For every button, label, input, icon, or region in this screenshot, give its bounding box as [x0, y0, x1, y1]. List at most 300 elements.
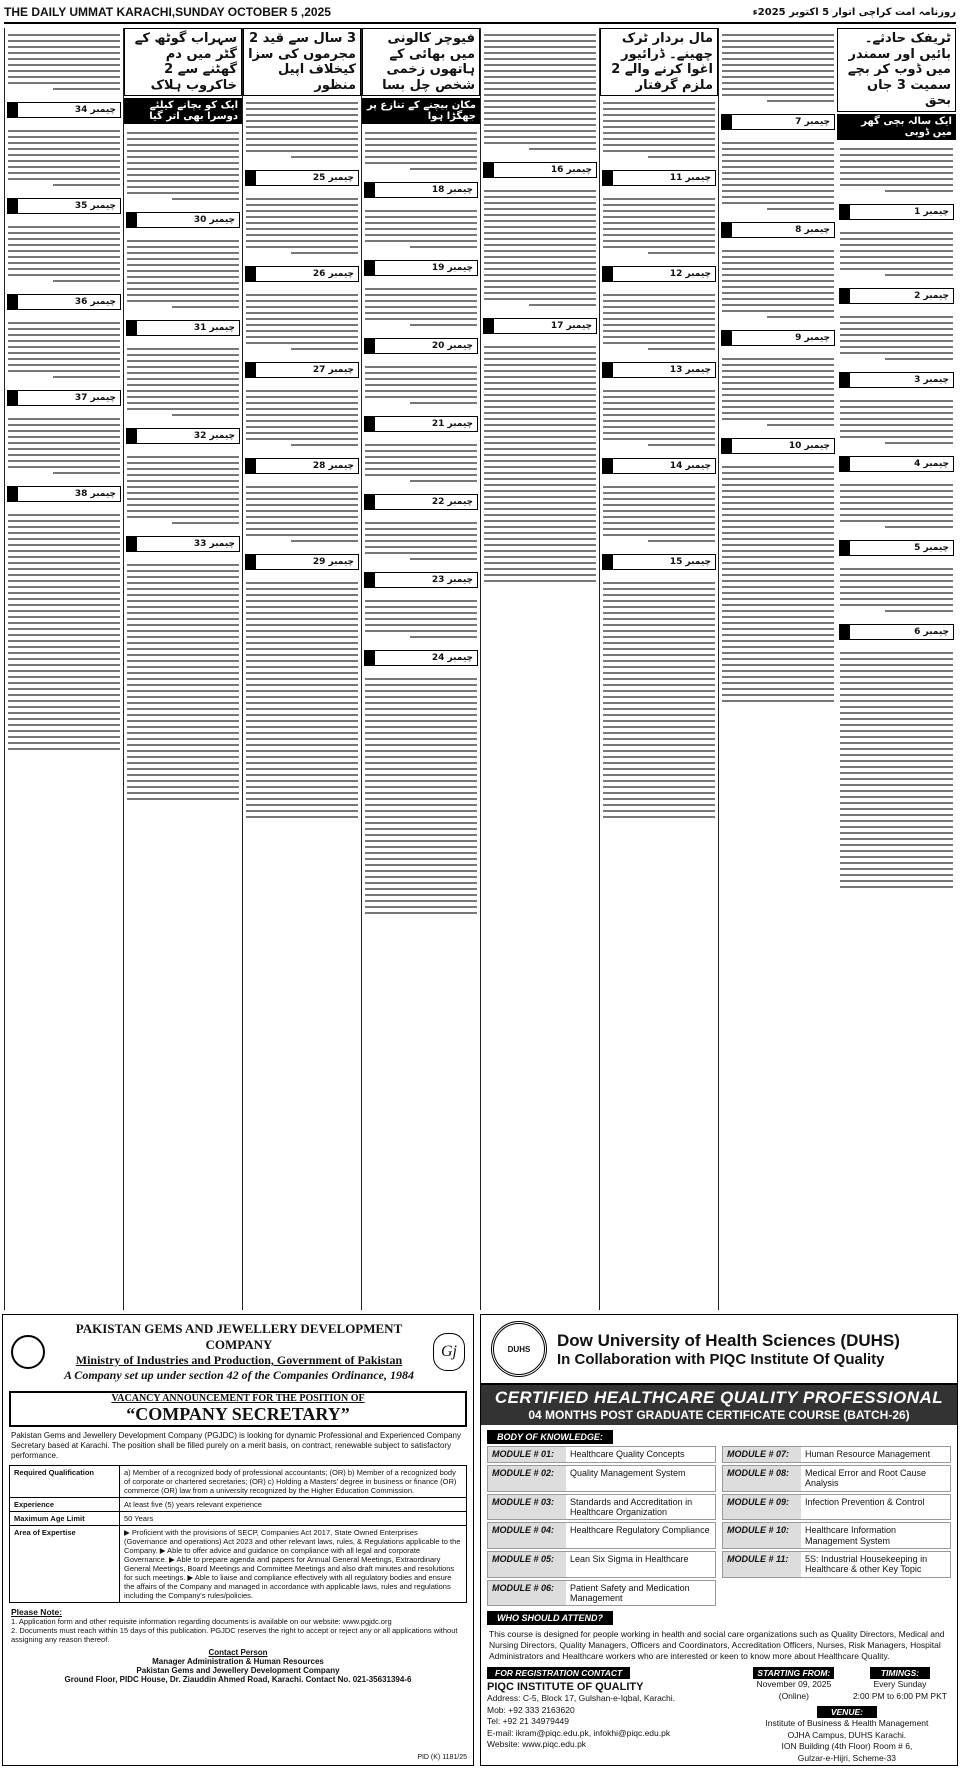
text-line: [603, 222, 715, 224]
text-line: [8, 238, 120, 240]
text-line: [246, 798, 358, 800]
text-line: [603, 534, 715, 536]
text-line: [8, 700, 120, 702]
requirement-row: [10, 1512, 467, 1526]
text-line: [840, 148, 953, 150]
text-line: [648, 348, 715, 350]
text-line: [410, 636, 477, 638]
chamber-tag-icon: [603, 363, 613, 377]
text-line: [722, 412, 834, 414]
chamber-tag-icon: [127, 321, 137, 335]
text-line: [127, 390, 239, 392]
text-line: [365, 528, 477, 530]
chamber-tag-icon: [722, 439, 732, 453]
text-line: [8, 736, 120, 738]
text-line: [365, 840, 477, 842]
timing-hours: 2:00 PM to 6:00 PM PKT: [852, 1690, 947, 1701]
text-line: [8, 334, 120, 336]
news-column: [4, 28, 123, 1310]
text-line: [8, 142, 120, 144]
text-line: [648, 540, 715, 542]
venue-line: ION Building (4th Floor) Room # 6,: [781, 1741, 913, 1752]
text-line: [246, 144, 358, 146]
chamber-number: چیمبر 13: [666, 365, 715, 375]
text-line: [885, 358, 953, 360]
text-line: [722, 478, 834, 480]
text-line: [127, 672, 239, 674]
text-line: [840, 316, 953, 318]
article-text: [124, 126, 242, 206]
chamber-heading: [364, 572, 478, 588]
text-line: [246, 816, 358, 818]
text-line: [603, 426, 715, 428]
text-line: [484, 118, 596, 120]
chamber-number: چیمبر 6: [910, 627, 953, 637]
text-line: [722, 298, 834, 300]
text-line: [840, 568, 953, 570]
mobile: Mob: +92 333 2163620: [487, 1704, 575, 1715]
email[interactable]: E-mail: ikram@piqc.edu.pk, infokhi@piqc.edu.pk: [487, 1727, 671, 1738]
text-line: [8, 682, 120, 684]
module-number: MODULE # 09:: [723, 1495, 801, 1520]
text-line: [365, 240, 477, 242]
text-line: [603, 198, 715, 200]
text-line: [885, 190, 953, 192]
text-line: [246, 600, 358, 602]
text-line: [722, 490, 834, 492]
text-line: [127, 648, 239, 650]
text-line: [127, 492, 239, 494]
chamber-heading: [602, 362, 716, 378]
requirements-table: [9, 1465, 467, 1603]
text-line: [840, 874, 953, 876]
text-line: [365, 612, 477, 614]
text-line: [246, 672, 358, 674]
text-line: [603, 726, 715, 728]
text-line: [8, 712, 120, 714]
venue-line: OJHA Campus, DUHS Karachi.: [787, 1729, 907, 1740]
text-line: [840, 352, 953, 354]
text-line: [840, 412, 953, 414]
text-line: [840, 496, 953, 498]
text-line: [840, 838, 953, 840]
text-line: [840, 880, 953, 882]
text-line: [8, 628, 120, 630]
contact-title: Contact Person: [208, 1648, 268, 1657]
text-line: [246, 630, 358, 632]
chamber-heading: [126, 428, 240, 444]
text-line: [246, 318, 358, 320]
text-line: [722, 628, 834, 630]
text-line: [365, 900, 477, 902]
contact-line: Manager Administration & Human Resources: [152, 1657, 324, 1666]
text-line: [246, 804, 358, 806]
text-line: [8, 436, 120, 438]
address: Address: C-5, Block 17, Gulshan-e-Iqbal, Karachi.: [487, 1693, 676, 1704]
text-line: [840, 172, 953, 174]
text-line: [127, 756, 239, 758]
text-line: [484, 394, 596, 396]
text-line: [484, 382, 596, 384]
text-line: [840, 238, 953, 240]
chamber-number: چیمبر 37: [71, 393, 120, 403]
text-line: [127, 402, 239, 404]
text-line: [365, 852, 477, 854]
text-line: [603, 600, 715, 602]
news-headline: 3 سال سے قید 2 مجرموں کی سزا کیخلاف اپیل منظور: [243, 28, 361, 96]
text-line: [484, 40, 596, 42]
text-line: [127, 612, 239, 614]
text-line: [365, 756, 477, 758]
text-line: [8, 52, 120, 54]
text-line: [722, 658, 834, 660]
text-line: [246, 648, 358, 650]
chamber-tag-icon: [246, 267, 256, 281]
text-line: [484, 484, 596, 486]
pid-code: PID (K) 1181/25: [417, 1754, 467, 1761]
news-headline: ٹریفک حادثے۔ بائیں اور سمندر میں ڈوب کر بچے سمیت 3 جاں بحق: [837, 28, 956, 112]
text-line: [722, 172, 834, 174]
text-line: [365, 894, 477, 896]
text-line: [246, 246, 358, 248]
article-text: [600, 384, 718, 452]
news-column: [480, 28, 599, 1310]
text-line: [246, 624, 358, 626]
text-line: [8, 718, 120, 720]
chamber-tag-icon: [8, 391, 18, 405]
requirement-key: Maximum Age Limit: [10, 1512, 120, 1526]
text-line: [127, 480, 239, 482]
text-line: [722, 586, 834, 588]
chamber-tag-icon: [840, 205, 850, 219]
text-line: [484, 538, 596, 540]
text-line: [246, 132, 358, 134]
text-line: [8, 586, 120, 588]
text-line: [603, 498, 715, 500]
text-line: [127, 666, 239, 668]
text-line: [127, 366, 239, 368]
text-line: [127, 726, 239, 728]
text-line: [365, 156, 477, 158]
text-line: [603, 744, 715, 746]
text-line: [365, 234, 477, 236]
text-line: [365, 294, 477, 296]
text-line: [127, 186, 239, 188]
chamber-heading: [245, 362, 359, 378]
text-line: [840, 418, 953, 420]
text-line: [8, 568, 120, 570]
text-line: [484, 112, 596, 114]
text-line: [840, 844, 953, 846]
chamber-tag-icon: [246, 459, 256, 473]
text-line: [127, 744, 239, 746]
module-title: Healthcare Quality Concepts: [570, 1449, 685, 1459]
text-line: [840, 256, 953, 258]
text-line: [840, 400, 953, 402]
text-line: [246, 768, 358, 770]
text-line: [365, 702, 477, 704]
note-2: 2. Documents must reach within 15 days of this publication. PGJDC reserves the right to accept or reject any or all applications without assigning any reason thereof.: [11, 1626, 458, 1644]
text-line: [484, 268, 596, 270]
news-subhead: ایک کو بچانے کیلئے دوسرا بھی اتر گیا: [124, 98, 242, 124]
text-line: [127, 576, 239, 578]
article-text: [719, 460, 837, 708]
text-line: [840, 664, 953, 666]
text-line: [8, 58, 120, 60]
text-line: [127, 150, 239, 152]
text-line: [246, 438, 358, 440]
text-line: [410, 168, 477, 170]
module-title: Human Resource Management: [805, 1449, 931, 1459]
text-line: [246, 636, 358, 638]
text-line: [722, 370, 834, 372]
text-line: [291, 540, 358, 542]
text-line: [8, 580, 120, 582]
text-line: [484, 562, 596, 564]
text-line: [127, 354, 239, 356]
text-line: [127, 240, 239, 242]
text-line: [603, 336, 715, 338]
module-title: Healthcare Information Management System: [805, 1525, 897, 1546]
text-line: [722, 52, 834, 54]
text-line: [603, 624, 715, 626]
text-line: [840, 346, 953, 348]
chamber-number: چیمبر 31: [190, 323, 239, 333]
text-line: [722, 502, 834, 504]
text-line: [603, 120, 715, 122]
text-line: [246, 750, 358, 752]
text-line: [127, 732, 239, 734]
text-line: [603, 210, 715, 212]
text-line: [246, 690, 358, 692]
text-line: [8, 526, 120, 528]
text-line: [722, 562, 834, 564]
text-line: [127, 168, 239, 170]
module-title: Healthcare Regulatory Compliance: [570, 1525, 710, 1536]
text-line: [603, 402, 715, 404]
text-line: [8, 424, 120, 426]
text-line: [840, 340, 953, 342]
article-text: [719, 136, 837, 216]
text-line: [722, 538, 834, 540]
text-line: [603, 312, 715, 314]
text-line: [484, 76, 596, 78]
text-line: [603, 240, 715, 242]
text-line: [246, 108, 358, 110]
text-line: [8, 154, 120, 156]
chamber-tag-icon: [840, 625, 850, 639]
text-line: [603, 204, 715, 206]
text-line: [365, 300, 477, 302]
text-line: [840, 520, 953, 522]
text-line: [484, 544, 596, 546]
text-line: [722, 88, 834, 90]
text-line: [840, 754, 953, 756]
news-column: [837, 28, 956, 1310]
masthead: [4, 2, 956, 24]
text-line: [127, 456, 239, 458]
chamber-heading: [364, 260, 478, 276]
text-line: [246, 792, 358, 794]
text-line: [8, 730, 120, 732]
text-line: [484, 580, 596, 582]
text-line: [603, 654, 715, 656]
text-line: [365, 228, 477, 230]
text-line: [127, 486, 239, 488]
text-line: [484, 244, 596, 246]
chamber-number: چیمبر 18: [428, 185, 477, 195]
text-line: [8, 64, 120, 66]
text-line: [8, 550, 120, 552]
text-line: [127, 786, 239, 788]
text-line: [603, 756, 715, 758]
text-line: [840, 868, 953, 870]
text-line: [840, 832, 953, 834]
text-line: [840, 712, 953, 714]
company-name: PAKISTAN GEMS AND JEWELLERY DEVELOPMENT COMPANY: [75, 1321, 403, 1352]
text-line: [8, 694, 120, 696]
news-subhead: ایک سالہ بچی گھر میں ڈوبی: [837, 114, 956, 140]
text-line: [365, 882, 477, 884]
text-line: [603, 684, 715, 686]
text-line: [127, 582, 239, 584]
chamber-tag-icon: [365, 339, 375, 353]
text-line: [603, 306, 715, 308]
text-line: [365, 822, 477, 824]
text-line: [127, 132, 239, 134]
text-line: [246, 102, 358, 104]
text-line: [603, 414, 715, 416]
text-line: [840, 508, 953, 510]
text-line: [767, 316, 834, 318]
text-line: [722, 364, 834, 366]
text-line: [246, 402, 358, 404]
text-line: [8, 46, 120, 48]
text-line: [722, 406, 834, 408]
chamber-number: چیمبر 1: [910, 207, 953, 217]
text-line: [722, 286, 834, 288]
article-text: [837, 310, 956, 366]
text-line: [722, 388, 834, 390]
text-line: [8, 148, 120, 150]
chamber-number: چیمبر 10: [785, 441, 834, 451]
article-text: [362, 126, 480, 176]
text-line: [365, 684, 477, 686]
text-line: [603, 666, 715, 668]
article-text: [837, 562, 956, 618]
text-line: [365, 810, 477, 812]
website[interactable]: Website: www.piqc.edu.pk: [487, 1739, 587, 1750]
chamber-tag-icon: [127, 537, 137, 551]
text-line: [840, 490, 953, 492]
article-text: [837, 142, 956, 198]
text-line: [840, 694, 953, 696]
text-line: [603, 318, 715, 320]
news-headline: سہراب گوٹھ کے گٹر میں دم گھٹنے سے 2 خاکروب ہلاک: [124, 28, 242, 96]
text-line: [840, 700, 953, 702]
text-line: [603, 618, 715, 620]
text-line: [365, 474, 477, 476]
text-line: [484, 64, 596, 66]
chamber-number: چیمبر 36: [71, 297, 120, 307]
text-line: [603, 732, 715, 734]
text-line: [365, 906, 477, 908]
text-line: [127, 510, 239, 512]
text-line: [365, 696, 477, 698]
duhs-titles: [557, 1331, 900, 1368]
chamber-tag-icon: [8, 103, 18, 117]
text-line: [484, 196, 596, 198]
chamber-heading: [7, 486, 121, 502]
text-line: [410, 480, 477, 482]
vacancy-box: [9, 1391, 467, 1427]
text-line: [603, 150, 715, 152]
text-line: [246, 780, 358, 782]
text-line: [603, 528, 715, 530]
chamber-number: چیمبر 3: [910, 375, 953, 385]
text-line: [722, 292, 834, 294]
text-line: [603, 330, 715, 332]
text-line: [722, 532, 834, 534]
text-line: [291, 348, 358, 350]
text-line: [885, 526, 953, 528]
chamber-tag-icon: [840, 457, 850, 471]
text-line: [246, 336, 358, 338]
text-line: [603, 720, 715, 722]
text-line: [722, 646, 834, 648]
news-headline: فیوچر کالونی میں بھائی کے ہاتھوں زخمی شخص چل بسا: [362, 28, 480, 96]
text-line: [840, 574, 953, 576]
text-line: [246, 324, 358, 326]
text-line: [246, 294, 358, 296]
chamber-tag-icon: [840, 373, 850, 387]
text-line: [410, 558, 477, 560]
text-line: [365, 714, 477, 716]
text-line: [484, 142, 596, 144]
article-text: [5, 28, 123, 96]
text-line: [365, 708, 477, 710]
text-line: [246, 426, 358, 428]
text-line: [246, 810, 358, 812]
text-line: [840, 502, 953, 504]
text-line: [722, 142, 834, 144]
text-line: [246, 522, 358, 524]
registration-section: [481, 1663, 957, 1768]
text-line: [840, 604, 953, 606]
text-line: [127, 738, 239, 740]
text-line: [8, 658, 120, 660]
chamber-heading: [839, 624, 954, 640]
text-line: [246, 696, 358, 698]
text-line: [603, 594, 715, 596]
text-line: [246, 510, 358, 512]
text-line: [840, 430, 953, 432]
text-line: [840, 160, 953, 162]
text-line: [365, 618, 477, 620]
telephone: Tel: +92 21 34979449: [487, 1716, 570, 1727]
chamber-heading: [839, 456, 954, 472]
text-line: [603, 798, 715, 800]
article-text: [600, 192, 718, 260]
text-line: [127, 714, 239, 716]
text-line: [127, 252, 239, 254]
text-line: [365, 384, 477, 386]
news-column: [718, 28, 837, 1310]
text-line: [127, 468, 239, 470]
text-line: [484, 232, 596, 234]
text-line: [8, 532, 120, 534]
chamber-number: چیمبر 19: [428, 263, 477, 273]
